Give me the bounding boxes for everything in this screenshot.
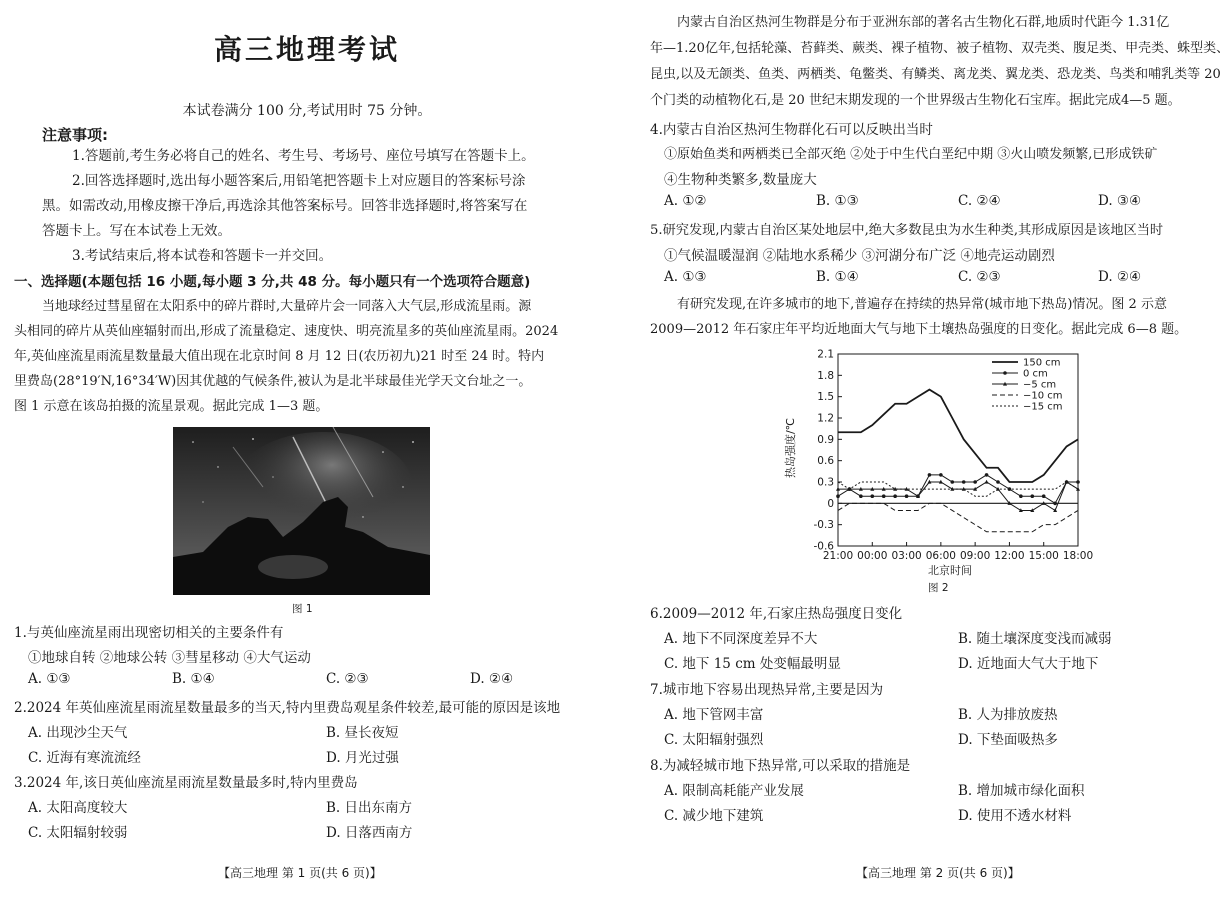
q1-option-d[interactable]: D. ②④ bbox=[470, 671, 514, 687]
figure-2-caption: 图 2 bbox=[928, 582, 949, 594]
chart-legend-label: −15 cm bbox=[1023, 401, 1063, 413]
chart-data-point bbox=[939, 473, 943, 477]
q6-option-a[interactable]: A. 地下不同深度差异不大 bbox=[664, 631, 818, 647]
q1-option-c[interactable]: C. ②③ bbox=[326, 671, 369, 687]
page-1-footer: 【高三地理 第 1 页(共 6 页)】 bbox=[218, 866, 382, 880]
q8-option-c[interactable]: C. 减少地下建筑 bbox=[664, 808, 764, 824]
chart-x-tick-label: 06:00 bbox=[925, 550, 956, 562]
chart-data-point bbox=[836, 494, 840, 498]
q2-option-b[interactable]: B. 昼长夜短 bbox=[326, 725, 399, 741]
passage-line: 2009—2012 年石家庄年平均近地面大气与地下土壤热岛强度的日变化。据此完成 6—8 题。 bbox=[650, 322, 1188, 337]
chart-y-tick-label: 0.3 bbox=[817, 476, 834, 489]
question-6-stem: 6.2009—2012 年,石家庄热岛强度日变化 bbox=[650, 606, 903, 622]
question-4-items: ①原始鱼类和两栖类已全部灭绝 ②处于中生代白垩纪中期 ③火山喷发频繁,已形成铁矿 bbox=[664, 147, 1158, 162]
q5-option-c[interactable]: C. ②③ bbox=[958, 269, 1001, 285]
q6-option-d[interactable]: D. 近地面大气大于地下 bbox=[958, 656, 1099, 672]
figure-1-caption: 图 1 bbox=[292, 603, 313, 615]
q3-option-b[interactable]: B. 日出东南方 bbox=[326, 800, 413, 816]
notice-3: 3.考试结束后,将本试卷和答题卡一并交回。 bbox=[72, 248, 333, 264]
chart-y-tick-label: -0.3 bbox=[813, 519, 834, 532]
q3-option-d[interactable]: D. 日落西南方 bbox=[326, 825, 413, 841]
chart-y-tick-label: 0.9 bbox=[817, 433, 834, 446]
passage-line: 图 1 示意在该岛拍摄的流星景观。据此完成 1—3 题。 bbox=[14, 399, 329, 414]
chart-legend-label: −10 cm bbox=[1023, 390, 1063, 402]
q2-option-c[interactable]: C. 近海有寒流流经 bbox=[28, 750, 141, 766]
chart-series-line bbox=[838, 503, 1078, 531]
chart-y-axis-label: 热岛强度/℃ bbox=[784, 417, 797, 479]
chart-x-tick-label: 03:00 bbox=[891, 550, 922, 562]
chart-y-tick-label: 1.8 bbox=[817, 369, 834, 382]
q3-option-c[interactable]: C. 太阳辐射较弱 bbox=[28, 825, 128, 841]
chart-y-tick-label: -0.6 bbox=[813, 540, 834, 553]
q4-option-d[interactable]: D. ③④ bbox=[1098, 193, 1142, 209]
q8-option-b[interactable]: B. 增加城市绿化面积 bbox=[958, 783, 1085, 799]
question-1-stem: 1.与英仙座流星雨出现密切相关的主要条件有 bbox=[14, 625, 284, 641]
chart-x-tick-label: 09:00 bbox=[960, 550, 991, 562]
chart-data-point bbox=[905, 494, 909, 498]
passage-line: 年,英仙座流星雨流星数量最大值出现在北京时间 8 月 12 日(农历初九)21 时至 24 时。特内 bbox=[14, 349, 545, 364]
chart-data-point bbox=[893, 494, 897, 498]
question-2-stem: 2.2024 年英仙座流星雨流星数量最多的当天,特内里费岛观星条件较差,最可能的原因是该地 bbox=[14, 700, 561, 716]
chart-data-point bbox=[928, 473, 932, 477]
question-4-stem: 4.内蒙古自治区热河生物群化石可以反映出当时 bbox=[650, 122, 933, 138]
chart-x-axis-label: 北京时间 bbox=[928, 564, 972, 577]
exam-info: 本试卷满分 100 分,考试用时 75 分钟。 bbox=[182, 103, 432, 119]
chart-data-point bbox=[1019, 494, 1023, 498]
heat-island-chart bbox=[780, 348, 1100, 580]
section-heading: 一、选择题(本题包括 16 小题,每小题 3 分,共 48 分。每小题只有一个选项符合题意) bbox=[14, 274, 531, 290]
q1-option-a[interactable]: A. ①③ bbox=[28, 671, 71, 687]
chart-data-point bbox=[882, 494, 886, 498]
q5-option-d[interactable]: D. ②④ bbox=[1098, 269, 1142, 285]
chart-x-tick-label: 21:00 bbox=[822, 550, 854, 562]
chart-data-point bbox=[985, 480, 989, 484]
passage-line: 当地球经过彗星留在太阳系中的碎片群时,大量碎片会一同落入大气层,形成流星雨。源 bbox=[42, 299, 532, 314]
question-4-items-2: ④生物种类繁多,数量庞大 bbox=[664, 172, 817, 188]
question-3-stem: 3.2024 年,该日英仙座流星雨流星数量最多时,特内里费岛 bbox=[14, 775, 358, 791]
notice-2-cont: 黑。如需改动,用橡皮擦干净后,再选涂其他答案标号。回答非选择题时,将答案写在 bbox=[42, 198, 528, 214]
chart-data-point bbox=[1076, 480, 1080, 484]
chart-data-point bbox=[1030, 494, 1034, 498]
q5-option-a[interactable]: A. ①③ bbox=[664, 269, 707, 285]
notice-2: 2.回答选择题时,选出每小题答案后,用铅笔把答题卡上对应题目的答案标号涂 bbox=[72, 173, 526, 189]
question-1-items: ①地球自转 ②地球公转 ③彗星移动 ④大气运动 bbox=[28, 650, 311, 666]
question-5-items: ①气候温暖湿润 ②陆地水系稀少 ③河湖分布广泛 ④地壳运动剧烈 bbox=[664, 248, 1055, 264]
question-5-stem: 5.研究发现,内蒙古自治区某处地层中,绝大多数昆虫为水生种类,其形成原因是该地区当时 bbox=[650, 223, 1164, 238]
question-8-stem: 8.为减轻城市地下热异常,可以采取的措施是 bbox=[650, 758, 911, 774]
passage-line: 个门类的动植物化石,是 20 世纪末期发现的一个世界级古生物化石宝库。据此完成4—5 题。 bbox=[650, 93, 1181, 108]
q4-option-b[interactable]: B. ①③ bbox=[816, 193, 859, 209]
passage-line: 有研究发现,在许多城市的地下,普遍存在持续的热异常(城市地下热岛)情况。图 2 示意 bbox=[677, 297, 1167, 312]
q2-option-d[interactable]: D. 月光过强 bbox=[326, 750, 399, 766]
chart-data-point bbox=[870, 494, 874, 498]
notice-heading: 注意事项: bbox=[42, 126, 108, 144]
notice-2-end: 答题卡上。写在本试卷上无效。 bbox=[42, 223, 231, 239]
q7-option-b[interactable]: B. 人为排放废热 bbox=[958, 707, 1058, 723]
q4-option-c[interactable]: C. ②④ bbox=[958, 193, 1001, 209]
q6-option-c[interactable]: C. 地下 15 cm 处变幅最明显 bbox=[664, 656, 841, 672]
chart-x-tick-label: 15:00 bbox=[1028, 550, 1059, 562]
chart-data-point bbox=[950, 480, 954, 484]
chart-legend-label: 0 cm bbox=[1023, 368, 1048, 380]
notice-1: 1.答题前,考生务必将自己的姓名、考生号、考场号、座位号填写在答题卡上。 bbox=[72, 148, 535, 164]
question-7-stem: 7.城市地下容易出现热异常,主要是因为 bbox=[650, 682, 884, 698]
chart-y-tick-label: 1.5 bbox=[817, 391, 834, 404]
q7-option-d[interactable]: D. 下垫面吸热多 bbox=[958, 732, 1058, 748]
q8-option-d[interactable]: D. 使用不透水材料 bbox=[958, 808, 1072, 824]
chart-y-tick-label: 2.1 bbox=[817, 348, 834, 361]
chart-legend-label: −5 cm bbox=[1023, 379, 1057, 391]
passage-line: 头相同的碎片从英仙座辐射而出,形成了流量稳定、速度快、明亮流星多的英仙座流星雨。2024 bbox=[14, 324, 559, 339]
chart-data-point bbox=[1053, 502, 1057, 506]
passage-line: 内蒙古自治区热河生物群是分布于亚洲东部的著名古生物化石群,地质时代距今 1.31亿 bbox=[677, 15, 1170, 30]
q8-option-a[interactable]: A. 限制高耗能产业发展 bbox=[664, 783, 804, 799]
chart-legend-label: 150 cm bbox=[1023, 357, 1061, 369]
chart-y-tick-label: 0.6 bbox=[817, 455, 834, 468]
chart-data-point bbox=[973, 480, 977, 484]
q7-option-c[interactable]: C. 太阳辐射强烈 bbox=[664, 732, 764, 748]
chart-y-tick-label: 1.2 bbox=[817, 412, 834, 425]
page-1 bbox=[0, 0, 614, 900]
q5-option-b[interactable]: B. ①④ bbox=[816, 269, 859, 285]
chart-y-tick-label: 0 bbox=[827, 497, 834, 510]
chart-legend-marker bbox=[1003, 371, 1007, 375]
q1-option-b[interactable]: B. ①④ bbox=[172, 671, 215, 687]
chart-x-tick-label: 18:00 bbox=[1062, 550, 1094, 562]
chart-data-point bbox=[985, 473, 989, 477]
q7-option-a[interactable]: A. 地下管网丰富 bbox=[664, 707, 764, 723]
page-2-footer: 【高三地理 第 2 页(共 6 页)】 bbox=[856, 866, 1020, 880]
chart-data-point bbox=[996, 480, 1000, 484]
q2-option-a[interactable]: A. 出现沙尘天气 bbox=[28, 725, 128, 741]
chart-data-point bbox=[1042, 494, 1046, 498]
q3-option-a[interactable]: A. 太阳高度较大 bbox=[28, 800, 128, 816]
meteor-shower-photo bbox=[173, 427, 430, 595]
chart-x-tick-label: 00:00 bbox=[857, 550, 888, 562]
passage-line: 昆虫,以及无颌类、鱼类、两栖类、龟鳖类、有鳞类、离龙类、翼龙类、恐龙类、鸟类和哺乳类等 20 bbox=[650, 67, 1221, 82]
q4-option-a[interactable]: A. ①② bbox=[664, 193, 707, 209]
passage-line: 里费岛(28°19′N,16°34′W)因其优越的气候条件,被认为是北半球最佳光学天文台址之一。 bbox=[14, 374, 532, 389]
chart-data-point bbox=[962, 480, 966, 484]
q6-option-b[interactable]: B. 随土壤深度变浅而减弱 bbox=[958, 631, 1112, 647]
chart-data-point bbox=[859, 494, 863, 498]
passage-line: 年—1.20亿年,包括轮藻、苔藓类、蕨类、裸子植物、被子植物、双壳类、腹足类、甲壳类、蛛型类、 bbox=[650, 41, 1229, 56]
exam-title: 高三地理考试 bbox=[213, 33, 400, 66]
chart-x-tick-label: 12:00 bbox=[994, 550, 1025, 562]
